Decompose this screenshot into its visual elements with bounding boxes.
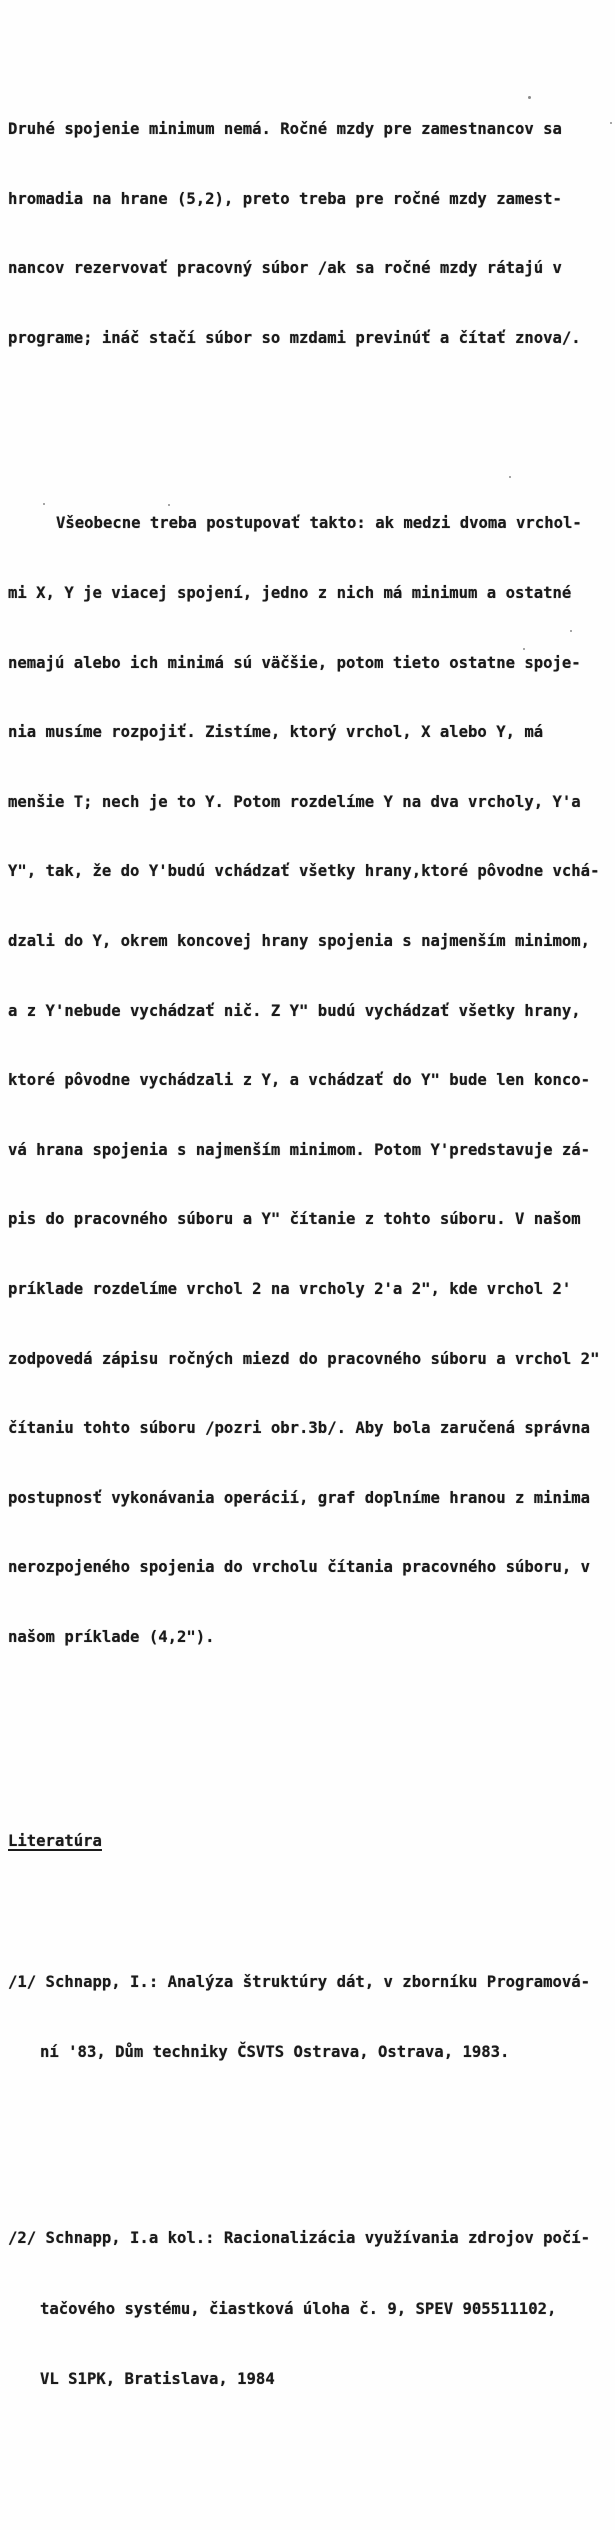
text-line: nerozpojeného spojenia do vrcholu čítania pracovného súboru, v bbox=[8, 1558, 591, 1577]
text-line: Druhé spojenie minimum nemá. Ročné mzdy pre zamestnancov sa bbox=[8, 120, 562, 139]
text-line: ktoré pôvodne vychádzali z Y, a vchádzať do Y" bude len konco- bbox=[8, 1071, 591, 1090]
text-line: nemajú alebo ich minimá sú väčšie, potom tieto ostatne spoje- bbox=[8, 653, 581, 672]
text-line: nia musíme rozpojiť. Zistíme, ktorý vrchol, X alebo Y, má bbox=[8, 723, 544, 742]
text-line: nancov rezervovať pracovný súbor /ak sa ročné mzdy rátajú v bbox=[8, 259, 562, 278]
text-line: tačového systému, čiastková úloha č. 9, SPEV 905511102, bbox=[40, 2299, 557, 2318]
scan-speck bbox=[168, 504, 170, 506]
text-line: Všeobecne treba postupovať takto: ak medzi dvoma vrchol- bbox=[56, 514, 582, 533]
text-line: mi X, Y je viacej spojení, jedno z nich má minimum a ostatné bbox=[8, 584, 572, 602]
text-line: VL S1PK, Bratislava, 1984 bbox=[40, 2370, 275, 2389]
text-line: a z Y'nebude vychádzať nič. Z Y" budú vychádzať všetky hrany, bbox=[8, 1001, 581, 1020]
text-line: zodpovedá zápisu ročných miezd do pracovného súboru a vrchol 2" bbox=[8, 1349, 600, 1368]
text-line: pis do pracovného súboru a Y" čítanie z tohto súboru. V našom bbox=[8, 1210, 581, 1229]
text-line: dzali do Y, okrem koncovej hrany spojenia s najmenším minimom, bbox=[8, 931, 591, 950]
paragraph bbox=[8, 72, 610, 397]
text-line: ní '83, Dům techniky ČSVTS Ostrava, Ostrava, 1983. bbox=[40, 2042, 510, 2061]
reference-entry bbox=[8, 1923, 610, 2110]
text-line: /1/ Schnapp, I.: Analýza štruktúry dát, v zborníku Programová- bbox=[8, 1972, 591, 1991]
scan-speck bbox=[528, 96, 531, 99]
text-line: príklade rozdelíme vrchol 2 na vrcholy 2'a 2", kde vrchol 2' bbox=[8, 1279, 572, 1298]
text-line: /2/ Schnapp, I.a kol.: Racionalizácia využívania zdrojov počí- bbox=[8, 2229, 591, 2248]
text-line: Y", tak, že do Y'budú vchádzať všetky hrany,ktoré pôvodne vchá- bbox=[8, 862, 600, 881]
text-line: vá hrana spojenia s najmenším minimom. Potom Y'predstavuje zá- bbox=[8, 1140, 591, 1159]
scan-speck bbox=[570, 630, 572, 632]
text-line: postupnosť vykonávania operácií, graf doplníme hranou z minima bbox=[8, 1488, 591, 1507]
text-line: menšie T; nech je to Y. Potom rozdelíme Y na dva vrcholy, Y'a bbox=[8, 792, 581, 811]
reference-entry bbox=[8, 2180, 610, 2438]
text-line: hromadia na hrane (5,2), preto treba pre ročné mzdy zamest- bbox=[8, 189, 562, 208]
scan-speck bbox=[523, 648, 525, 650]
scan-speck bbox=[610, 122, 612, 124]
scan-speck bbox=[43, 503, 45, 505]
literature-heading: Literatúra bbox=[8, 1831, 102, 1850]
text-line: programe; ináč stačí súbor so mzdami previnúť a čítať znova/. bbox=[8, 328, 581, 347]
text-line: našom príklade (4,2"). bbox=[8, 1627, 215, 1646]
document-page bbox=[8, 2, 610, 2530]
paragraph bbox=[8, 466, 610, 1696]
literature-section bbox=[8, 1783, 610, 2484]
scan-speck bbox=[509, 476, 511, 478]
text-line: čítaniu tohto súboru /pozri obr.3b/. Aby bola zaručená správna bbox=[8, 1419, 591, 1438]
